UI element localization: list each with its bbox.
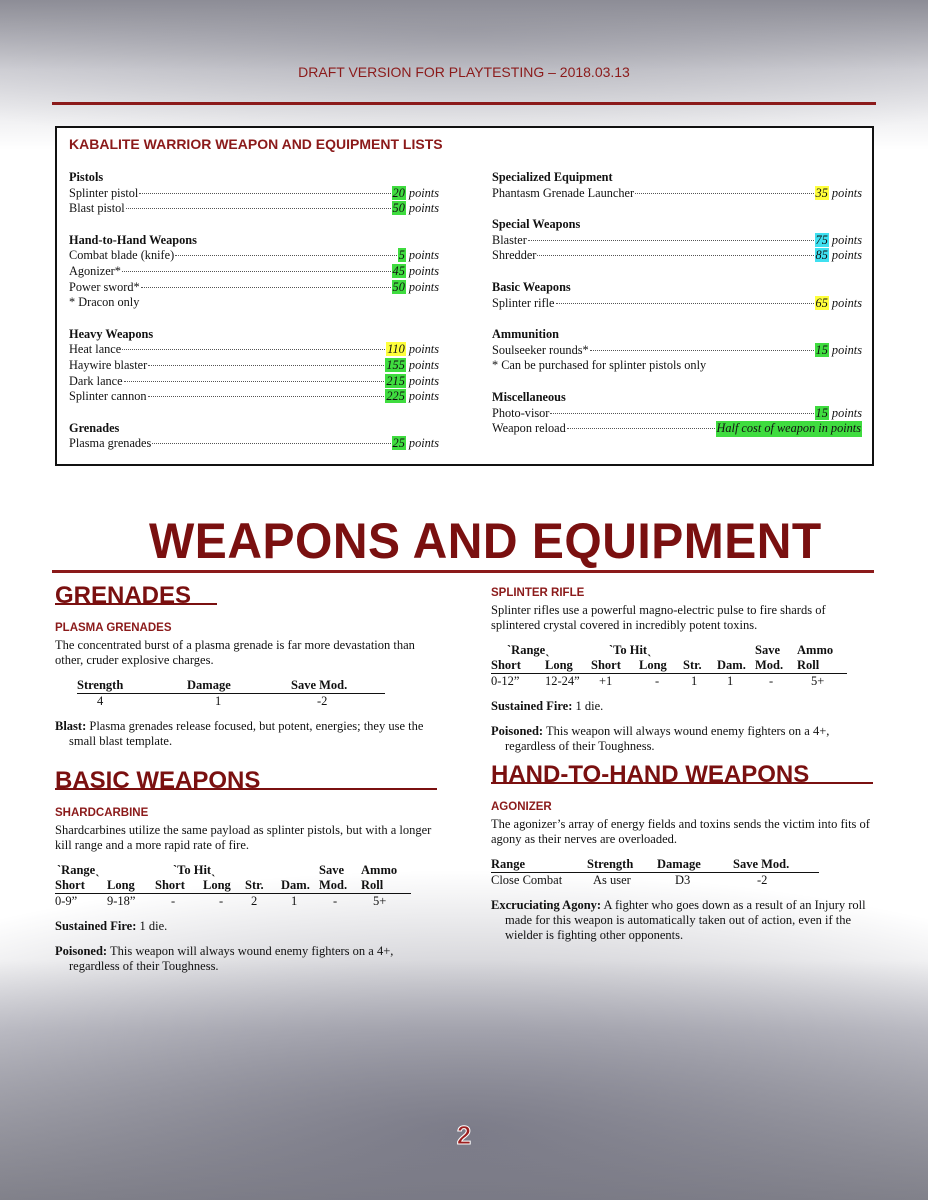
long-header: Long <box>545 658 591 674</box>
profile-cell: 1 <box>691 674 698 688</box>
long-header: Long <box>203 878 245 894</box>
cost-unit: points <box>408 436 439 451</box>
item-name: Soulseeker rounds* <box>492 342 589 357</box>
profile-cell: - <box>171 894 176 908</box>
rule-name: Poisoned: <box>55 944 108 958</box>
cost-value: 15 <box>815 405 828 420</box>
list-item <box>69 186 439 202</box>
list-item <box>492 233 862 249</box>
leader-dots <box>141 287 391 288</box>
profile-value-damage: 1 <box>215 694 222 708</box>
plasma-grenades-title: PLASMA GRENADES <box>55 622 172 634</box>
page-number: 2 <box>456 1120 472 1150</box>
item-cost <box>815 406 862 422</box>
profile-value-save-mod: -2 <box>757 873 768 887</box>
profile-cell: 12-24” <box>545 674 580 688</box>
cost-unit: points <box>831 248 862 263</box>
cost-value: 15 <box>815 342 828 357</box>
cost-value: 35 <box>815 185 828 200</box>
item-name: Plasma grenades <box>69 436 152 451</box>
profile-header-damage: Damage <box>187 678 291 694</box>
profile-value-damage: D3 <box>675 873 691 887</box>
item-cost <box>392 201 439 217</box>
cost-value: 45 <box>392 263 405 278</box>
roll-header: Roll <box>361 878 411 894</box>
rule-text: 1 die. <box>575 699 604 713</box>
item-cost <box>815 248 862 264</box>
to-hit-header: ˋTo Hitˎ <box>173 863 216 877</box>
equipment-list-title: KABALITE WARRIOR WEAPON AND EQUIPMENT LISTS <box>69 136 443 152</box>
main-title: WEAPONS AND EQUIPMENT <box>149 513 822 570</box>
profile-cell: 9-18” <box>107 894 136 908</box>
item-name: Dark lance <box>69 373 123 388</box>
profile-cell: 0-9” <box>55 894 78 908</box>
leader-dots <box>550 413 813 414</box>
cost-unit: points <box>831 232 862 247</box>
list-category-ammo: Ammunition <box>492 327 559 342</box>
short-header: Short <box>591 658 639 674</box>
item-name: Splinter cannon <box>69 389 147 404</box>
leader-dots <box>126 208 391 209</box>
item-cost <box>398 248 439 264</box>
long-header: Long <box>107 878 155 894</box>
plasma-grenades-profile <box>77 678 385 709</box>
profile-cell: 2 <box>251 894 258 908</box>
list-item <box>492 248 862 264</box>
leader-dots <box>556 303 814 304</box>
leader-dots <box>122 349 385 350</box>
cost-value: 65 <box>815 295 828 310</box>
cost-unit: points <box>408 342 439 357</box>
profile-header-save-mod: Save Mod. <box>733 857 819 873</box>
cost-value: 20 <box>392 185 405 200</box>
item-name: Agonizer* <box>69 263 121 278</box>
splinter-rifle-section <box>491 586 875 754</box>
leader-dots <box>635 193 814 194</box>
short-header: Short <box>491 658 545 674</box>
basic-weapons-section <box>55 767 435 974</box>
short-header: Short <box>55 878 107 894</box>
list-item <box>69 358 439 374</box>
item-name: Phantasm Grenade Launcher <box>492 185 635 200</box>
item-name: Splinter rifle <box>492 295 555 310</box>
leader-dots <box>148 396 385 397</box>
item-name: Weapon reload <box>492 421 566 436</box>
profile-value-strength: As user <box>593 873 631 887</box>
list-item <box>69 248 439 264</box>
cost-value: 215 <box>386 373 405 388</box>
blast-rule-text: Plasma grenades release focused, but potent, energies; they use the small blast template. <box>69 719 424 748</box>
dam-header: Dam. <box>717 658 755 674</box>
profile-header-damage: Damage <box>657 857 733 873</box>
header-divider <box>52 102 876 105</box>
profile-cell: - <box>219 894 224 908</box>
list-category-h2h: Hand-to-Hand Weapons <box>69 232 197 247</box>
item-name: Blast pistol <box>69 201 125 216</box>
cost-value: 225 <box>386 389 405 404</box>
item-name: Haywire blaster <box>69 357 148 372</box>
cost-value: Half cost of weapon in points <box>716 421 861 436</box>
blast-rule-name: Blast: <box>55 719 87 733</box>
profile-value-save-mod: -2 <box>317 694 328 708</box>
list-item <box>69 201 439 217</box>
shardcarbine-title: SHARDCARBINE <box>55 807 149 819</box>
list-category-special: Special Weapons <box>492 217 581 232</box>
cost-unit: points <box>831 295 862 310</box>
list-category-grenades: Grenades <box>69 420 120 435</box>
list-category-heavy: Heavy Weapons <box>69 326 154 341</box>
cost-unit: points <box>408 357 439 372</box>
dam-header: Dam. <box>281 878 319 894</box>
splinter-rifle-description: Splinter rifles use a powerful magno-electric pulse to fire shards of splintered crystal covered in incredibly potent toxins. <box>491 603 826 632</box>
list-item <box>492 343 862 359</box>
item-cost <box>392 264 439 280</box>
item-cost <box>716 421 863 437</box>
excruciating-agony-rule <box>491 898 875 943</box>
item-cost <box>815 233 862 249</box>
cost-unit: points <box>408 201 439 216</box>
list-item <box>69 389 439 405</box>
item-name: Combat blade (knife) <box>69 248 175 263</box>
item-cost <box>815 186 862 202</box>
item-name: Heat lance <box>69 342 122 357</box>
cost-unit: points <box>408 389 439 404</box>
splinter-rifle-profile <box>491 643 847 689</box>
item-cost <box>815 343 862 359</box>
profile-header-strength: Strength <box>77 678 187 694</box>
main-title-bar <box>52 512 874 573</box>
cost-unit: points <box>408 248 439 263</box>
cost-value: 25 <box>392 436 405 451</box>
sustained-fire-rule <box>491 699 875 714</box>
cost-unit: points <box>408 279 439 294</box>
list-category-basic: Basic Weapons <box>492 279 571 294</box>
profile-header-range: Range <box>491 857 587 873</box>
rule-text: 1 die. <box>139 919 168 933</box>
mod-header: Mod. <box>755 658 797 674</box>
item-name: Blaster <box>492 232 527 247</box>
item-cost <box>386 342 439 358</box>
shardcarbine-description: Shardcarbines utilize the same payload as splinter pistols, but with a longer kill range and a more rapid rate of fire. <box>55 823 432 852</box>
hand-to-hand-section <box>491 761 875 943</box>
list-item <box>69 374 439 390</box>
item-cost <box>385 374 439 390</box>
leader-dots <box>152 443 390 444</box>
cost-unit: points <box>831 405 862 420</box>
list-footnote: * Dracon only <box>69 295 140 310</box>
short-header: Short <box>155 878 203 894</box>
ammo-header: Ammo <box>361 863 398 877</box>
leader-dots <box>590 350 814 351</box>
basic-weapons-heading: BASIC WEAPONS <box>55 773 437 790</box>
rule-name: Excruciating Agony: <box>491 898 602 912</box>
list-item <box>69 342 439 358</box>
item-name: Shredder <box>492 248 537 263</box>
ammo-header: Ammo <box>797 643 834 657</box>
sustained-fire-rule <box>55 919 435 934</box>
list-footnote: * Can be purchased for splinter pistols only <box>492 358 707 373</box>
cost-unit: points <box>408 263 439 278</box>
list-item <box>69 436 439 452</box>
profile-cell: 1 <box>727 674 734 688</box>
cost-unit: points <box>408 185 439 200</box>
mod-header: Mod. <box>319 878 361 894</box>
cost-value: 50 <box>392 201 405 216</box>
cost-value: 75 <box>815 232 828 247</box>
rule-name: Poisoned: <box>491 724 544 738</box>
cost-value: 50 <box>392 279 405 294</box>
cost-value: 85 <box>815 248 828 263</box>
cost-value: 5 <box>398 248 405 263</box>
draft-header: DRAFT VERSION FOR PLAYTESTING – 2018.03.13 <box>298 64 630 80</box>
range-header: ˋRangeˎ <box>57 863 100 877</box>
item-cost <box>392 280 439 296</box>
profile-header-save-mod: Save Mod. <box>291 678 385 694</box>
item-name: Splinter pistol <box>69 185 139 200</box>
rule-text: This weapon will always wound enemy fighters on a 4+, regardless of their Toughness. <box>505 724 830 753</box>
grenades-heading: GRENADES <box>55 588 217 605</box>
shardcarbine-profile <box>55 863 411 909</box>
list-item <box>492 421 862 437</box>
list-item <box>492 406 862 422</box>
item-cost <box>392 436 439 452</box>
rule-name: Sustained Fire: <box>491 699 573 713</box>
leader-dots <box>528 240 814 241</box>
poisoned-rule <box>491 724 875 754</box>
leader-dots <box>537 255 813 256</box>
list-category-specialized: Specialized Equipment <box>492 170 613 184</box>
item-name: Power sword* <box>69 279 140 294</box>
agonizer-profile <box>491 857 819 888</box>
agonizer-description: The agonizer’s array of energy fields and toxins sends the victim into fits of agony as their nerves are overloaded. <box>491 817 870 846</box>
cost-value: 110 <box>387 342 405 357</box>
profile-value-range: Close Combat <box>491 873 563 887</box>
to-hit-header: ˋTo Hitˎ <box>609 643 652 657</box>
save-header: Save <box>319 863 344 877</box>
item-cost <box>385 358 439 374</box>
equipment-list-right-column <box>492 170 862 437</box>
profile-header-strength: Strength <box>587 857 657 873</box>
cost-value: 155 <box>386 357 405 372</box>
rule-name: Sustained Fire: <box>55 919 137 933</box>
save-header: Save <box>755 643 780 657</box>
profile-cell: - <box>655 674 660 688</box>
list-category-pistols: Pistols <box>69 170 104 184</box>
leader-dots <box>139 193 390 194</box>
list-category-misc: Miscellaneous <box>492 389 566 404</box>
list-item <box>69 264 439 280</box>
cost-unit: points <box>831 185 862 200</box>
equipment-list-box <box>55 126 874 466</box>
item-cost <box>385 389 439 405</box>
list-item <box>492 186 862 202</box>
range-header: ˋRangeˎ <box>507 643 550 657</box>
rule-text: A fighter who goes down as a result of an Injury roll made for this weapon is automatically taken out of action, even if the wielder is fighting other opponents. <box>505 898 866 942</box>
str-header: Str. <box>245 878 281 894</box>
agonizer-title: AGONIZER <box>491 801 552 813</box>
str-header: Str. <box>683 658 717 674</box>
item-cost <box>815 296 862 312</box>
profile-cell: 5+ <box>811 674 825 688</box>
long-header: Long <box>639 658 683 674</box>
profile-cell: 0-12” <box>491 674 520 688</box>
profile-cell: - <box>333 894 338 908</box>
list-item <box>492 296 862 312</box>
poisoned-rule <box>55 944 435 974</box>
cost-unit: points <box>408 373 439 388</box>
leader-dots <box>148 365 384 366</box>
rule-text: This weapon will always wound enemy fighters on a 4+, regardless of their Toughness. <box>69 944 394 973</box>
profile-value-strength: 4 <box>97 694 104 708</box>
plasma-grenades-description: The concentrated burst of a plasma grenade is far more devastation than other, cruder explosive charges. <box>55 638 415 667</box>
splinter-rifle-title: SPLINTER RIFLE <box>491 587 585 599</box>
list-item <box>69 280 439 296</box>
leader-dots <box>122 271 391 272</box>
roll-header: Roll <box>797 658 847 674</box>
equipment-list-left-column <box>69 170 439 452</box>
cost-unit: points <box>831 342 862 357</box>
profile-cell: - <box>769 674 774 688</box>
item-cost <box>392 186 439 202</box>
profile-cell: 5+ <box>373 894 387 908</box>
profile-cell: +1 <box>599 674 613 688</box>
leader-dots <box>567 428 715 429</box>
grenades-section <box>55 582 435 749</box>
leader-dots <box>124 381 385 382</box>
hand-to-hand-heading: HAND-TO-HAND WEAPONS <box>491 767 873 784</box>
blast-rule <box>55 719 435 749</box>
item-name: Photo-visor <box>492 405 550 420</box>
profile-cell: 1 <box>291 894 298 908</box>
leader-dots <box>175 255 397 256</box>
